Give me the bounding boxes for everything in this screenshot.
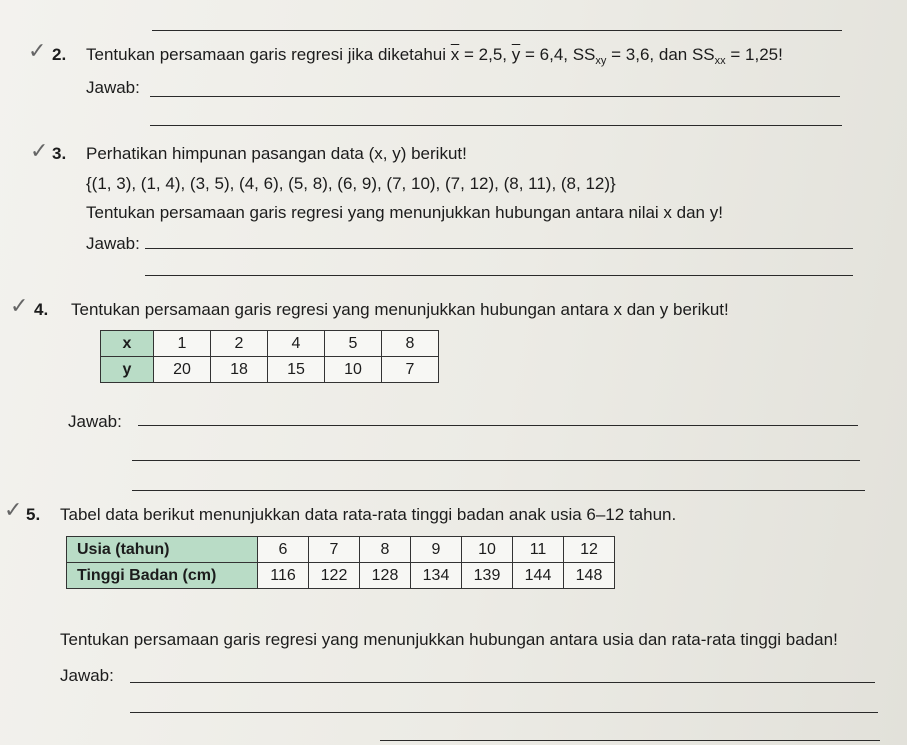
data-set: {(1, 3), (1, 4), (3, 5), (4, 6), (5, 8), (6, 9), (7, 10), (7, 12), (8, 11), (8, 12)} bbox=[86, 174, 616, 193]
table-cell: 7 bbox=[382, 357, 439, 383]
table-header-cell: y bbox=[101, 357, 154, 383]
answer-line[interactable] bbox=[150, 96, 840, 97]
question-4-number: 4. bbox=[34, 300, 49, 319]
question-2-number: 2. bbox=[52, 45, 67, 64]
table-cell: 15 bbox=[268, 357, 325, 383]
table-cell: 5 bbox=[325, 331, 382, 357]
answer-line[interactable] bbox=[132, 460, 860, 461]
table-cell: 12 bbox=[564, 537, 615, 563]
table-cell: 10 bbox=[325, 357, 382, 383]
question-5-instruction: Tentukan persamaan garis regresi yang menunjukkan hubungan antara usia dan rata-rata tinggi badan! bbox=[60, 630, 838, 649]
answer-line[interactable] bbox=[150, 125, 842, 126]
table-row bbox=[101, 331, 439, 357]
question-5-text: Tabel data berikut menunjukkan data rata-rata tinggi badan anak usia 6–12 tahun. bbox=[60, 505, 677, 524]
question-4-text: Tentukan persamaan garis regresi yang menunjukkan hubungan antara x dan y berikut! bbox=[71, 300, 729, 319]
answer-line[interactable] bbox=[130, 712, 878, 713]
question-3-number: 3. bbox=[52, 144, 67, 163]
table-header-cell: x bbox=[101, 331, 154, 357]
table-cell: 4 bbox=[268, 331, 325, 357]
table-header-cell: Usia (tahun) bbox=[67, 537, 258, 563]
age-height-table bbox=[66, 536, 615, 589]
answer-label: Jawab: bbox=[60, 666, 114, 685]
table-cell: 144 bbox=[513, 563, 564, 589]
answer-label: Jawab: bbox=[86, 78, 140, 97]
table-cell: 10 bbox=[462, 537, 513, 563]
table-cell: 20 bbox=[154, 357, 211, 383]
table-cell: 11 bbox=[513, 537, 564, 563]
table-row bbox=[67, 563, 615, 589]
table-cell: 8 bbox=[360, 537, 411, 563]
question-3-instruction: Tentukan persamaan garis regresi yang menunjukkan hubungan antara nilai x dan y! bbox=[86, 203, 723, 222]
table-cell: 2 bbox=[211, 331, 268, 357]
table-cell: 9 bbox=[411, 537, 462, 563]
table-cell: 148 bbox=[564, 563, 615, 589]
table-row bbox=[67, 537, 615, 563]
answer-line[interactable] bbox=[132, 490, 865, 491]
check-mark-icon: ✓ bbox=[4, 497, 23, 522]
answer-line[interactable] bbox=[138, 425, 858, 426]
table-cell: 139 bbox=[462, 563, 513, 589]
table-cell: 1 bbox=[154, 331, 211, 357]
table-cell: 116 bbox=[258, 563, 309, 589]
answer-label: Jawab: bbox=[68, 412, 122, 431]
table-cell: 134 bbox=[411, 563, 462, 589]
question-2-text: Tentukan persamaan garis regresi jika diketahui $\overline{x} = 2,5$, $\overline{y} = 6,4$, $SS_{xy} = 3,6$, dan $SS_{xx} = 1,25$! bbox=[86, 45, 783, 67]
answer-line[interactable] bbox=[145, 275, 853, 276]
question-3-text: Perhatikan himpunan pasangan data (x, y) berikut! bbox=[86, 144, 467, 163]
table-cell: 8 bbox=[382, 331, 439, 357]
answer-label: Jawab: bbox=[86, 234, 140, 253]
check-mark-icon: ✓ bbox=[28, 38, 47, 63]
table-cell: 6 bbox=[258, 537, 309, 563]
answer-line[interactable] bbox=[380, 740, 880, 741]
answer-line[interactable] bbox=[130, 682, 875, 683]
question-5-number: 5. bbox=[26, 505, 41, 524]
table-cell: 18 bbox=[211, 357, 268, 383]
table-row bbox=[101, 357, 439, 383]
check-mark-icon: ✓ bbox=[30, 138, 49, 163]
table-cell: 128 bbox=[360, 563, 411, 589]
x-y-table bbox=[100, 330, 439, 383]
table-cell: 122 bbox=[309, 563, 360, 589]
table-header-cell: Tinggi Badan (cm) bbox=[67, 563, 258, 589]
check-mark-icon: ✓ bbox=[10, 293, 29, 318]
answer-line[interactable] bbox=[145, 248, 853, 249]
table-cell: 7 bbox=[309, 537, 360, 563]
answer-line bbox=[152, 30, 842, 31]
